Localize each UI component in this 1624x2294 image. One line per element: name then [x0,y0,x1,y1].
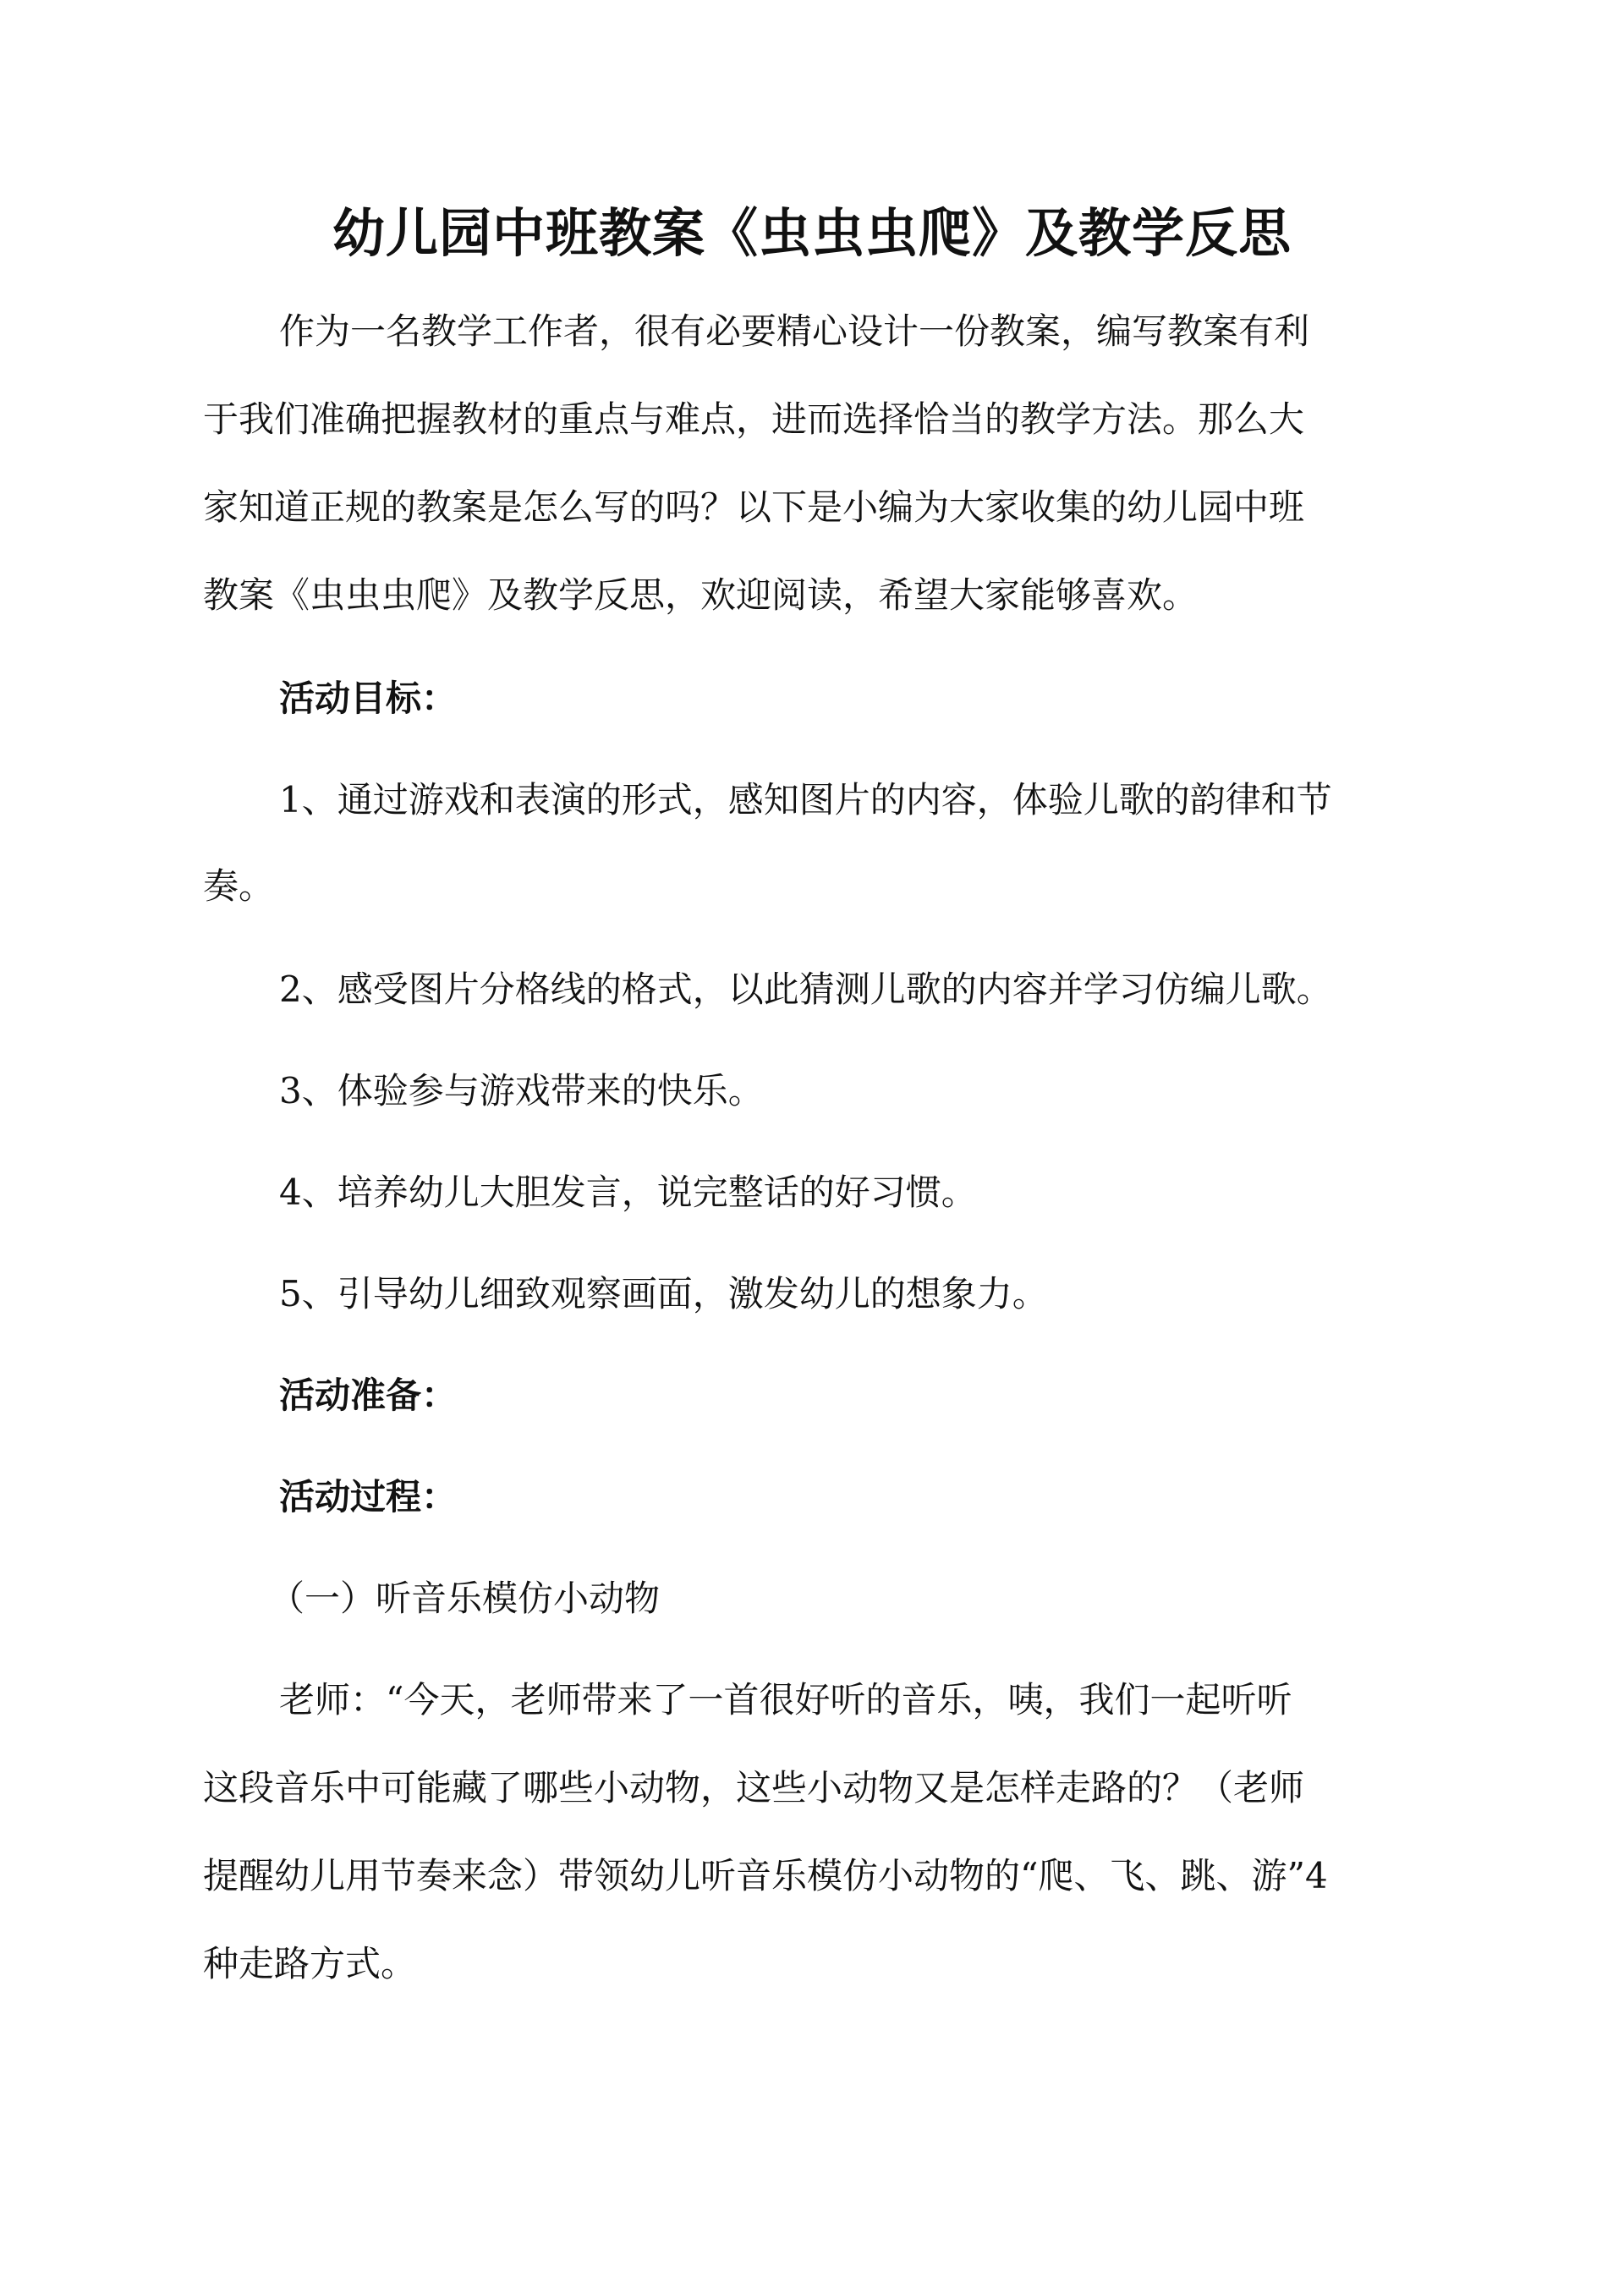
intro-line: 教案《虫虫虫爬》及教学反思，欢迎阅读，希望大家能够喜欢。 [203,574,1199,616]
goal-item: 3、体验参与游戏带来的快乐。 [279,1070,764,1111]
section-title: （一）听音乐模仿小动物 [269,1578,661,1619]
document-title: 幼儿园中班教案《虫虫虫爬》及教学反思 [332,202,1292,264]
section-paragraph-line: 老师：“今天，老师带来了一首很好听的音乐，咦，我们一起听听 [279,1679,1292,1720]
intro-line: 作为一名教学工作者，很有必要精心设计一份教案，编写教案有利 [279,310,1310,352]
section-paragraph-line: 提醒幼儿用节奏来念）带领幼儿听音乐模仿小动物的“爬、飞、跳、游”4 [203,1855,1328,1896]
goal-item-continuation: 奏。 [203,865,275,907]
prep-heading: 活动准备： [279,1375,458,1416]
goal-item: 2、感受图片分格线的格式，以此猜测儿歌的内容并学习仿编儿歌。 [279,969,1332,1010]
section-paragraph-line: 这段音乐中可能藏了哪些小动物，这些小动物又是怎样走路的？（老师 [203,1767,1305,1808]
goals-heading: 活动目标： [279,678,458,719]
process-heading: 活动过程： [279,1476,458,1517]
intro-line: 家知道正规的教案是怎么写的吗？以下是小编为大家收集的幼儿园中班 [203,486,1305,528]
goal-item: 1、通过游戏和表演的形式，感知图片的内容，体验儿歌的韵律和节 [279,779,1332,820]
goal-item: 4、培养幼儿大胆发言，说完整话的好习惯。 [279,1172,977,1213]
section-paragraph-line: 种走路方式。 [203,1943,417,1984]
goal-item: 5、引导幼儿细致观察画面，激发幼儿的想象力。 [279,1273,1048,1314]
intro-line: 于我们准确把握教材的重点与难点，进而选择恰当的教学方法。那么大 [203,398,1305,440]
